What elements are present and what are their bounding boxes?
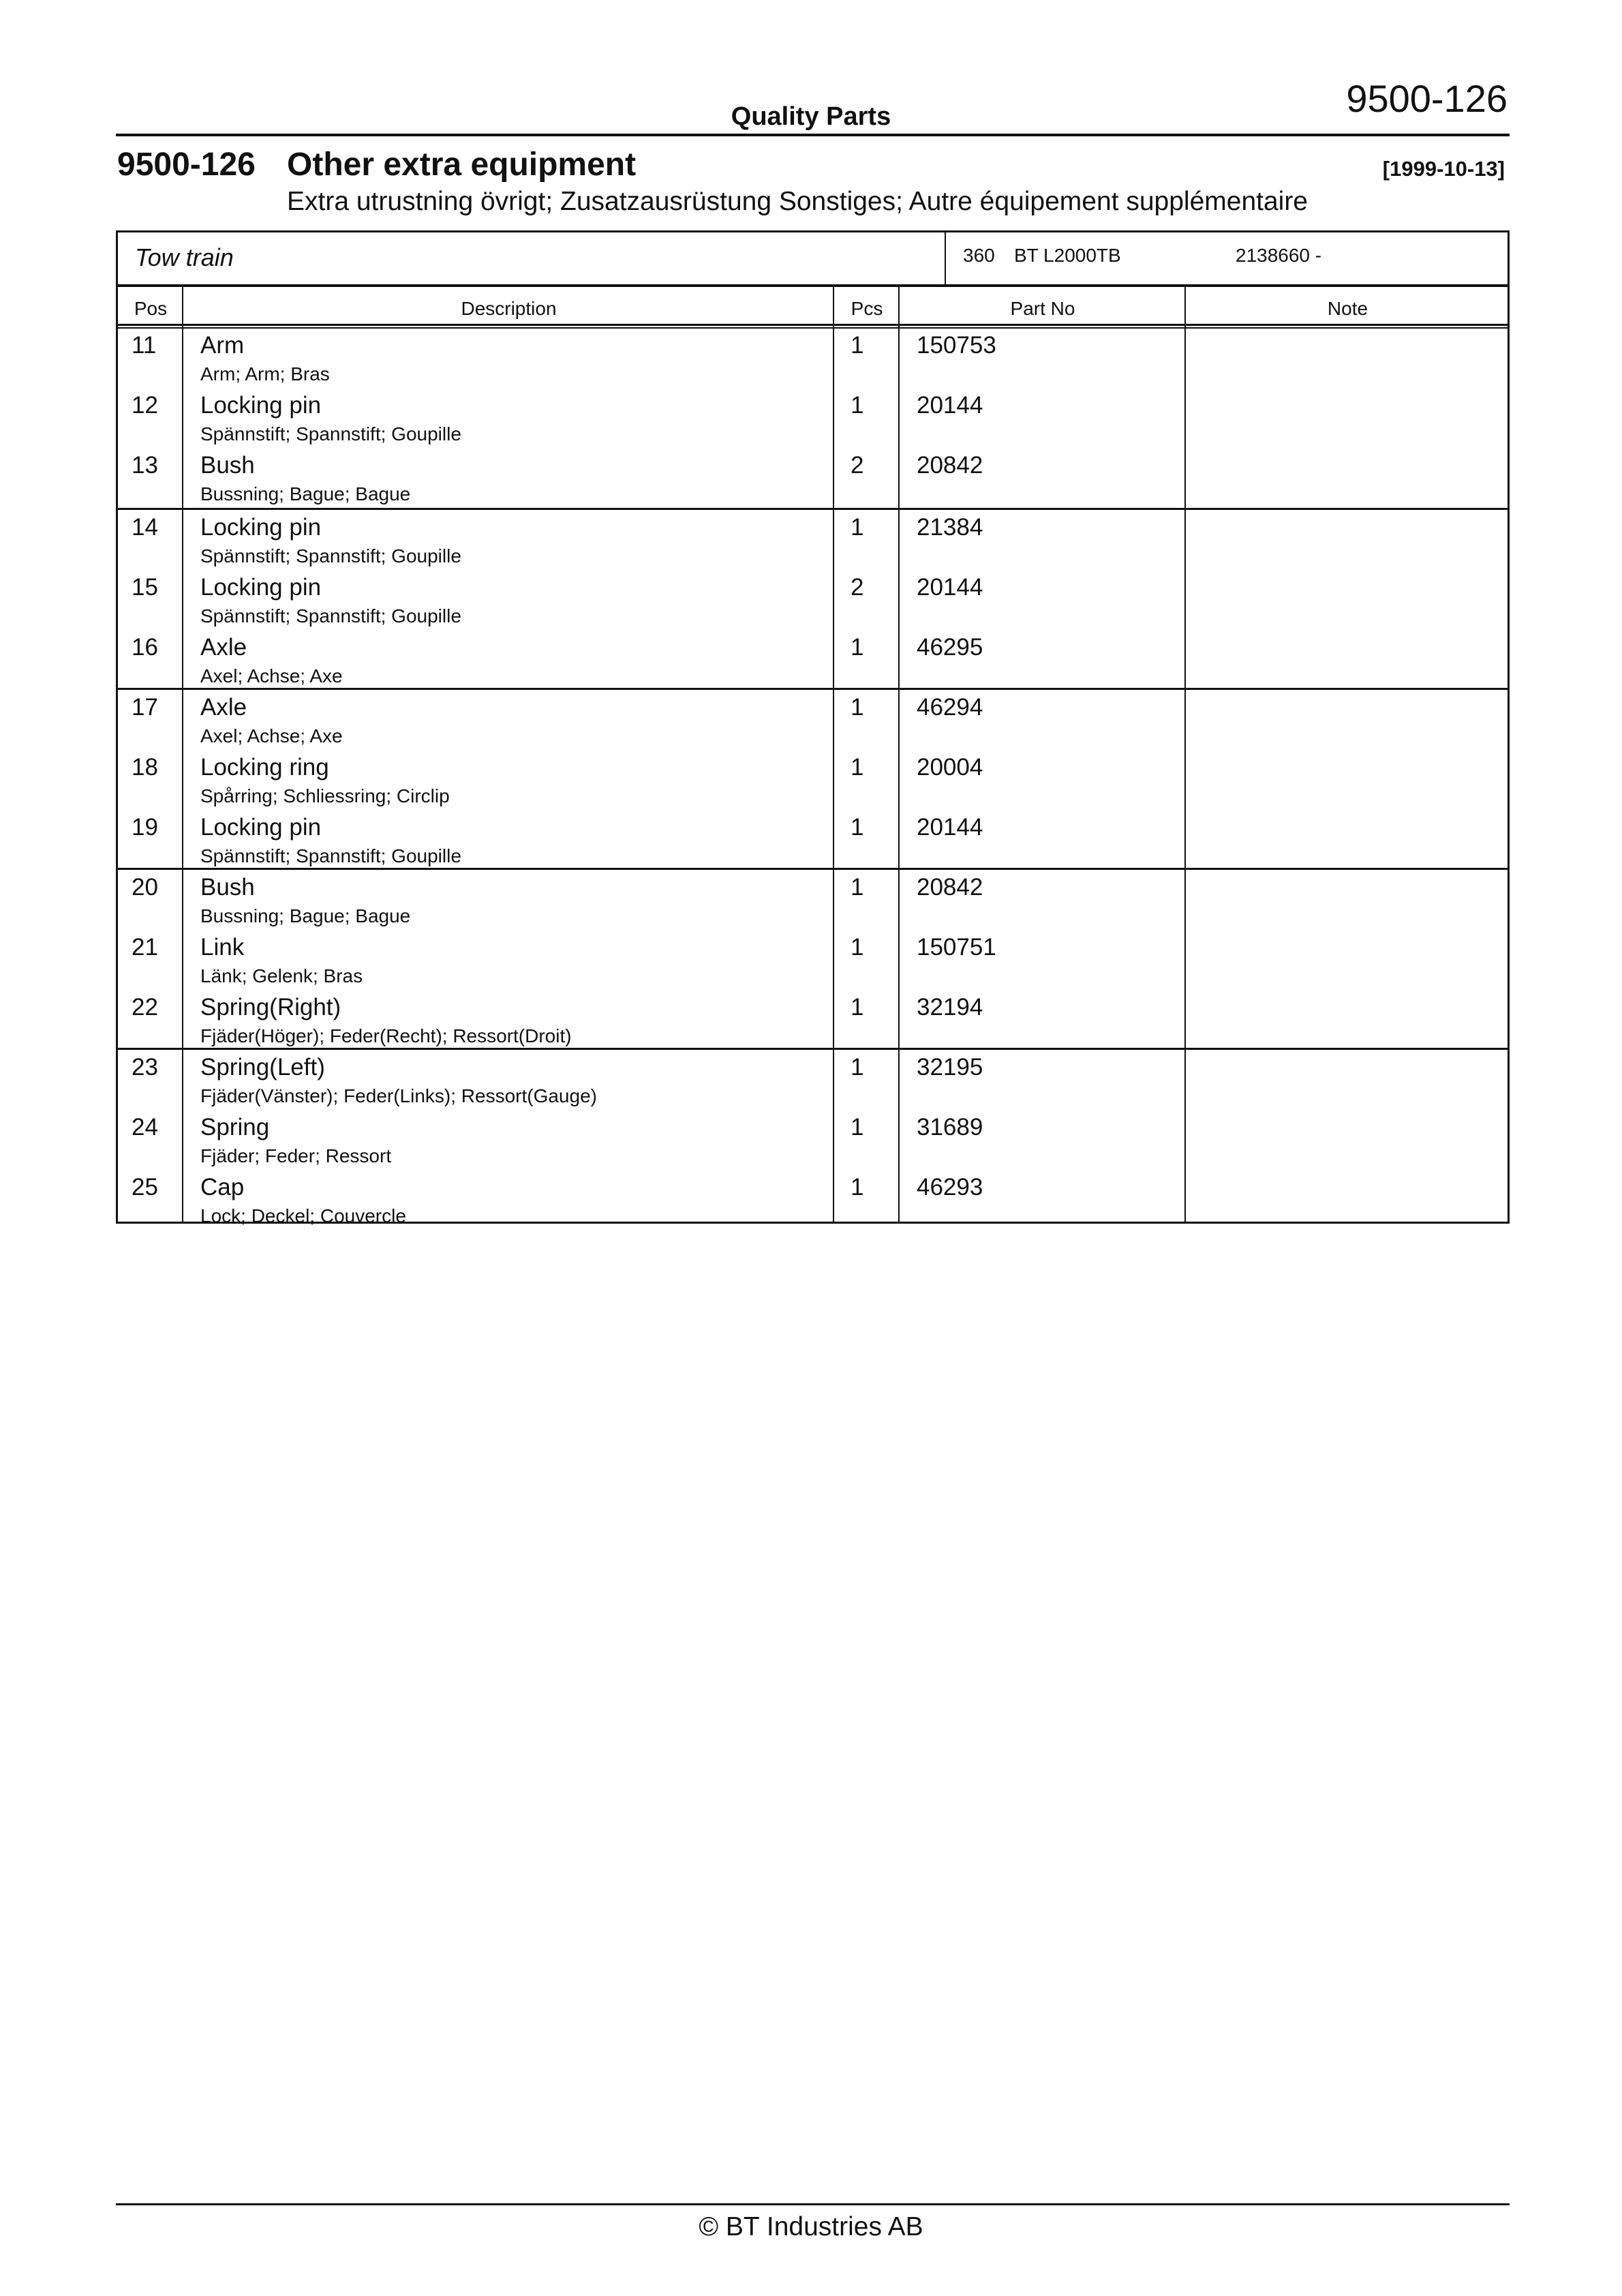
column-header-pcs: Pcs [851,298,883,319]
quantity: 1 [851,874,864,901]
quantity: 1 [851,1174,864,1200]
quantity: 1 [851,332,864,359]
translations: Spårring; Schliessring; Circlip [200,785,450,806]
quantity: 2 [851,452,864,479]
position: 20 [132,874,158,901]
translations: Spännstift; Spannstift; Goupille [200,845,461,866]
quantity: 1 [851,514,864,541]
table-row [118,328,1508,388]
model-row [118,232,1508,287]
table-row [118,690,1508,750]
column-header-part-no: Part No [1010,298,1075,319]
position: 19 [132,814,158,841]
column-header-description: Description [461,298,557,319]
table-row [118,388,1508,448]
description: Cap [200,1174,245,1200]
description: Arm [200,332,245,359]
column-header-pos: Pos [134,298,168,319]
column-header-row [118,287,1508,326]
part-number: 20144 [917,392,983,419]
translations: Spännstift; Spannstift; Goupille [200,423,461,444]
table-row [118,990,1508,1050]
document-code: 9500-126 [1346,77,1508,120]
table-row [118,448,1508,508]
translations: Fjäder(Vänster); Feder(Links); Ressort(Gauge) [200,1085,597,1106]
description: Bush [200,452,255,479]
translations: Länk; Gelenk; Bras [200,965,363,986]
translations: Fjäder(Höger); Feder(Recht); Ressort(Droit) [200,1025,572,1046]
table-row [118,810,1508,870]
table-row [118,1110,1508,1170]
position: 25 [132,1174,158,1200]
description: Spring(Right) [200,994,341,1021]
position: 13 [132,452,158,479]
part-number: 20842 [917,874,983,901]
section-date: [1999-10-13] [1382,157,1505,181]
item-group [118,868,1508,1050]
part-number: 150753 [917,332,996,359]
quantity: 1 [851,934,864,961]
part-number: 31689 [917,1114,983,1141]
translations: Bussning; Bague; Bague [200,905,411,926]
quantity: 1 [851,1114,864,1141]
position: 22 [132,994,158,1021]
section-title: Other extra equipment [287,147,637,183]
table-row [118,630,1508,690]
header-divider [116,134,1510,136]
section-subtitle: Extra utrustning övrigt; Zusatzausrüstung Sonstiges; Autre équipement supplémentaire [287,187,1308,216]
model-type: BT L2000TB [1014,245,1121,266]
part-number: 20004 [917,754,983,781]
table-row [118,930,1508,990]
description: Link [200,934,245,961]
part-number: 20144 [917,814,983,841]
translations: Lock; Deckel; Couvercle [200,1205,406,1226]
quantity: 1 [851,1054,864,1081]
part-number: 46293 [917,1174,983,1200]
translations: Spännstift; Spannstift; Goupille [200,545,461,567]
description: Locking ring [200,754,329,781]
position: 14 [132,514,158,541]
description: Spring(Left) [200,1054,325,1081]
table-row [118,870,1508,930]
table-row [118,750,1508,810]
description: Locking pin [200,514,322,541]
item-group [118,688,1508,870]
quantity: 1 [851,694,864,721]
translations: Spännstift; Spannstift; Goupille [200,605,461,626]
description: Spring [200,1114,270,1141]
position: 11 [132,332,157,359]
model-serial: 2138660 - [1236,245,1322,266]
position: 23 [132,1054,158,1081]
footer-copyright: © BT Industries AB [699,2212,923,2241]
table-row [118,1170,1508,1230]
part-number: 150751 [917,934,996,961]
quantity: 1 [851,994,864,1021]
model-number: 360 [963,245,995,266]
table-row [118,1050,1508,1110]
translations: Bussning; Bague; Bague [200,483,411,504]
position: 24 [132,1114,158,1141]
description: Axle [200,694,247,721]
item-group [118,508,1508,690]
description: Locking pin [200,814,322,841]
section-code: 9500-126 [117,147,256,183]
quantity: 1 [851,392,864,419]
part-number: 46294 [917,694,983,721]
description: Locking pin [200,392,322,419]
translations: Arm; Arm; Bras [200,363,330,384]
position: 15 [132,574,158,601]
position: 21 [132,934,158,961]
quantity: 1 [851,634,864,661]
position: 12 [132,392,158,419]
translations: Fjäder; Feder; Ressort [200,1145,392,1166]
part-number: 20842 [917,452,983,479]
model-name: Tow train [135,243,234,271]
part-number: 46295 [917,634,983,661]
item-group [118,328,1508,508]
description: Locking pin [200,574,322,601]
header-title: Quality Parts [731,102,891,131]
position: 18 [132,754,158,781]
table-row [118,570,1508,630]
position: 17 [132,694,158,721]
translations: Axel; Achse; Axe [200,725,343,746]
item-group [118,1048,1508,1230]
position: 16 [132,634,158,661]
part-number: 20144 [917,574,983,601]
part-number: 32195 [917,1054,983,1081]
description: Bush [200,874,255,901]
part-number: 21384 [917,514,983,541]
footer-divider [116,2203,1510,2205]
translations: Axel; Achse; Axe [200,665,343,686]
part-number: 32194 [917,994,983,1021]
quantity: 1 [851,814,864,841]
column-header-note: Note [1327,298,1368,319]
quantity: 1 [851,754,864,781]
table-row [118,510,1508,570]
quantity: 2 [851,574,864,601]
column-divider [945,232,946,284]
parts-table [116,230,1510,1224]
description: Axle [200,634,247,661]
